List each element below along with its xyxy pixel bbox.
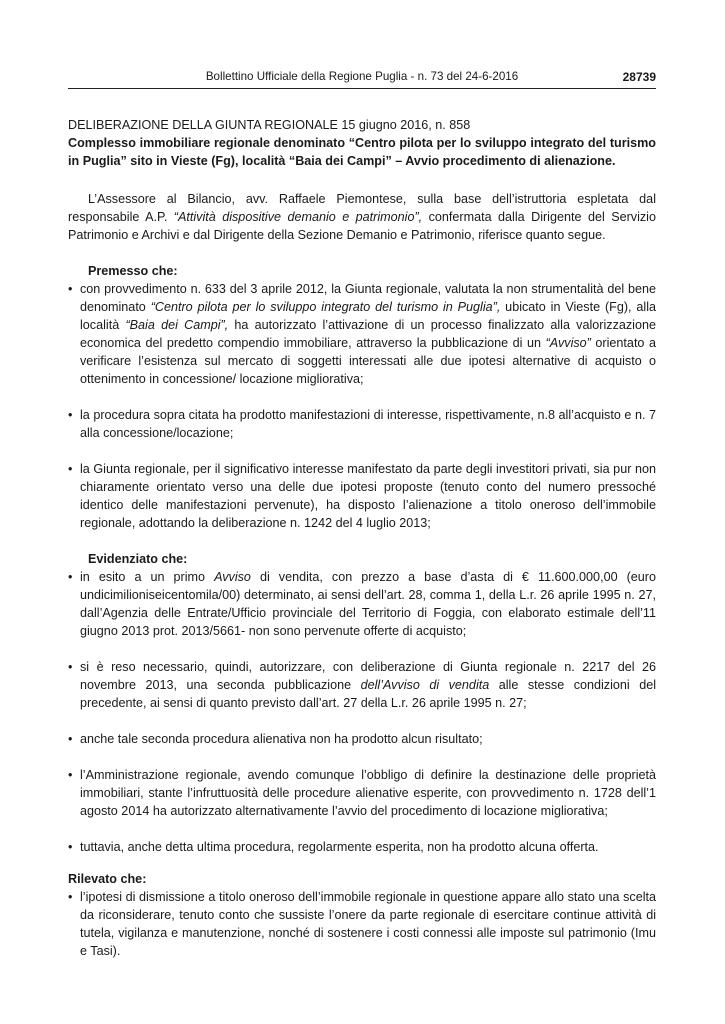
evidenziato-list xyxy=(68,568,656,856)
intro-text-italic: “Attività dispositive demanio e patrimonio”, xyxy=(173,210,423,224)
bullet-icon: • xyxy=(68,408,73,422)
text-span: ubicato in Vieste (Fg), alla località xyxy=(80,300,656,332)
page-number: 28739 xyxy=(622,70,656,84)
bullet-icon: • xyxy=(68,570,73,584)
rilevato-list xyxy=(68,888,656,960)
list-item xyxy=(68,730,656,748)
rilevato-heading: Rilevato che: xyxy=(68,872,147,886)
bulletin-title: Bollettino Ufficiale della Regione Puglia - n. 73 del 24-6-2016 xyxy=(205,70,519,83)
bullet-icon: • xyxy=(68,840,73,854)
text-span: anche tale seconda procedura alienativa non ha prodotto alcun risultato; xyxy=(80,732,483,746)
bullet-icon: • xyxy=(68,282,73,296)
intro-text-1: L’Assessore al Bilancio, avv. Raffaele Piemontese, sulla base dell’istruttoria espletata dal responsabile A.P. xyxy=(68,192,656,224)
document-body xyxy=(68,116,656,960)
text-span: la procedura sopra citata ha prodotto manifestazioni di interesse, rispettivamente, n.8 all’acquisto e n. 7 alla concessione/locazione; xyxy=(80,408,656,440)
text-span: in esito a un primo xyxy=(80,570,215,584)
text-span: con provvedimento n. 633 del 3 aprile 2012, la Giunta regionale, valutata la non strumentalità del bene denominato xyxy=(80,282,656,314)
bullet-icon: • xyxy=(68,732,73,746)
text-span: si è reso necessario, quindi, autorizzare, con deliberazione di Giunta regionale n. 2217 del 26 novembre 2013, una seconda pubblicazione xyxy=(80,660,656,692)
list-item xyxy=(68,406,656,442)
page-header xyxy=(68,68,656,89)
deliberation-subject: Complesso immobiliare regionale denominato “Centro pilota per lo sviluppo integrato del turismo in Puglia” sito in Vieste (Fg), località “Baia dei Campi” – Avvio procedimento di alienazione. xyxy=(68,136,656,168)
italic-span: “Centro pilota per lo sviluppo integrato del turismo in Puglia”, xyxy=(150,300,501,314)
list-item xyxy=(68,460,656,532)
text-span: alle stesse condizioni del precedente, ai sensi di quanto previsto dall’art. 27 della L.r. 26 aprile 1995 n. 27; xyxy=(80,678,656,710)
text-span: di vendita, con prezzo a base d’asta di € 11.600.000,00 (euro undicimilioniseicentomila/00) determinato, ai sensi dell’art. 28, comma 1, della L.r. 26 aprile 1995 n. 27, dall’Agenzia delle Entrate/Ufficio provinciale del Territorio di Foggia, con elaborato estimale dell’11 giugno 2013 prot. 2013/5661- non sono pervenute offerte di acquisto; xyxy=(80,570,657,638)
bullet-icon: • xyxy=(68,462,73,476)
bullet-icon: • xyxy=(68,768,73,782)
premesso-heading: Premesso che: xyxy=(88,264,178,278)
text-span: l’Amministrazione regionale, avendo comunque l’obbligo di definire la destinazione delle proprietà immobiliari, stante l’infruttuosità delle procedure alienative esperite, con provvedimento n. 1728 dell’1 agosto 2014 ha autorizzato alternativamente l’avvio del procedimento di locazione migliorativa; xyxy=(80,768,656,818)
text-span: la Giunta regionale, per il significativo interesse manifestato da parte degli investitori privati, sia pur non chiaramente orientato verso una delle due ipotesi proposte (tenuto conto del numero pressoché identico delle manifestazioni pervenute), ha disposto l’alienazione a titolo oneroso dell’immobile regionale, adottando la deliberazione n. 1242 del 4 luglio 2013; xyxy=(80,462,656,530)
bullet-icon: • xyxy=(68,660,73,674)
intro-paragraph xyxy=(68,190,656,244)
list-item xyxy=(68,766,656,820)
text-span: tuttavia, anche detta ultima procedura, regolarmente esperita, non ha prodotto alcuna offerta. xyxy=(80,840,599,854)
list-item xyxy=(68,658,656,712)
intro-text-2: confermata dalla Dirigente del Servizio Patrimonio e Archivi e dal Dirigente della Sezione Demanio e Patrimonio, riferisce quanto segue. xyxy=(68,210,656,242)
list-item xyxy=(68,888,656,960)
text-span: ha autorizzato l’attivazione di un processo finalizzato alla valorizzazione economica del predetto compendio immobiliare, attraverso la pubblicazione di un xyxy=(80,318,656,350)
evidenziato-heading: Evidenziato che: xyxy=(88,552,188,566)
deliberation-heading: DELIBERAZIONE DELLA GIUNTA REGIONALE 15 giugno 2016, n. 858 xyxy=(68,118,471,132)
list-item xyxy=(68,568,656,640)
list-item xyxy=(68,280,656,388)
text-span: orientato a verificare l’esistenza sul mercato di soggetti interessati alle due ipotesi alternative di acquisto o ottenimento in concessione/ locazione migliorativa; xyxy=(80,336,657,386)
text-span: l’ipotesi di dismissione a titolo oneroso dell’immobile regionale in questione appare allo stato una scelta da riconsiderare, tenuto conto che sussiste l’onere da parte regionale di esercitare continue attività di tutela, vigilanza e manutenzione, nonché di sostenere i costi connessi alle imposte sul patrimonio (Imu e Tasi). xyxy=(80,890,656,958)
italic-span: dell’Avviso di vendita xyxy=(360,678,490,692)
italic-span: Avviso xyxy=(214,570,251,584)
italic-span: “Avviso” xyxy=(545,336,591,350)
premesso-list xyxy=(68,280,656,532)
bullet-icon: • xyxy=(68,890,73,904)
list-item xyxy=(68,838,656,856)
italic-span: “Baia dei Campi”, xyxy=(125,318,229,332)
